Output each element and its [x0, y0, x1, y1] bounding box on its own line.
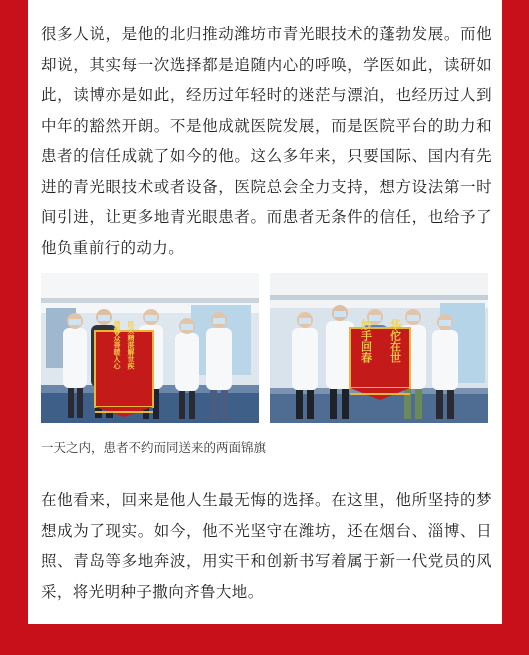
group-photo-right — [270, 273, 488, 423]
group-photo-left — [41, 273, 259, 423]
right-banner-line1: 华佗在世 — [388, 319, 402, 363]
article-paragraph-2: 在他看来，回来是他人生最无悔的选择。在这里，他所坚持的梦想成为了现实。如今，他不光坚守在潍坊，还在烟台、淄博、日照、青岛等多地奔波，用实干和创新书写着属于新一代党员的风采，将光明种子撒向齐鲁大地。 — [41, 491, 492, 601]
article-paragraph-1: 很多人说，是他的北归推动潍坊市青光眼技术的蓬勃发展。而他却说，其实每一次选择都是追随内心的呼唤，学医如此，读研如此，读博亦是如此，经历过年轻时的迷茫与漂泊，也经历过人到中年的豁然开朗。不是他成就医院发展，而是医院平台的助力和患者的信任成就了如今的他。这么多年来，只要国际、国内有先进的青光眼技术或者设备，医院总会全力支持，想方设法第一时间引进，让更多地青光眼患者。而患者无条件的信任，也给予了他负重前行的动力。 — [41, 25, 492, 257]
photo-caption: 一天之内，患者不约而同送来的两面锦旗 — [41, 440, 267, 455]
article-card — [28, 0, 502, 624]
left-banner-line1: 医术精湛解世疾 — [127, 320, 135, 370]
left-banner-line2: 德馨众善暖人心 — [113, 320, 121, 370]
right-banner-line2: 妙手回春 — [359, 319, 373, 363]
